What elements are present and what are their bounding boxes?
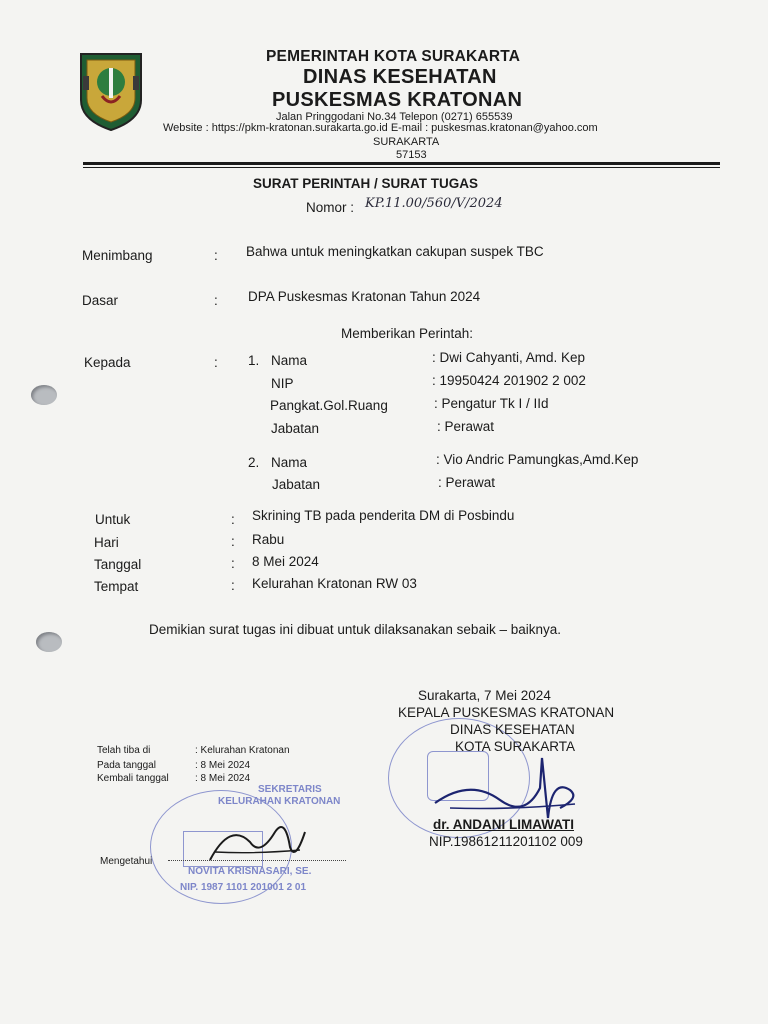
letterhead-rule-thick [83, 162, 720, 165]
kepada-separator: : [214, 355, 218, 370]
person1-nip-label: NIP [271, 376, 294, 391]
nomor-label: Nomor : [306, 200, 355, 215]
person2-nama-value: : Vio Andric Pamungkas,Amd.Kep [436, 452, 639, 467]
arrival-tiba-value: : Kelurahan Kratonan [195, 745, 290, 756]
letterhead-address: Jalan Pringgodani No.34 Telepon (0271) 655539 [276, 111, 513, 123]
kepada-label: Kepada [84, 355, 131, 370]
signature-name: dr. ANDANI LIMAWATI [433, 817, 574, 832]
menimbang-label: Menimbang [82, 248, 153, 263]
signature-nip: NIP.19861211201102 009 [429, 834, 583, 849]
letterhead-institution: PUSKESMAS KRATONAN [272, 89, 523, 111]
person2-jabatan-value: : Perawat [438, 475, 496, 490]
arrival-kembali-value: : 8 Mei 2024 [195, 773, 251, 784]
city-emblem-logo [78, 50, 144, 132]
stamp-left-name: NOVITA KRISNASARI, SE. [188, 866, 312, 877]
menimbang-value: Bahwa untuk meningkatkan cakupan suspek TBC [246, 244, 544, 259]
stamp-left-nip: NIP. 1987 1101 201001 2 01 [180, 882, 307, 893]
hari-value: Rabu [252, 532, 285, 547]
letterhead-website: Website : https://pkm-kratonan.surakarta.go.id E-mail : puskesmas.kratonan@yahoo.com [163, 122, 598, 134]
memberikan-perintah: Memberikan Perintah: [341, 326, 474, 341]
letterhead-department: DINAS KESEHATAN [303, 66, 497, 88]
person1-number: 1. [248, 353, 260, 368]
tanggal-separator: : [231, 556, 235, 571]
person1-jabatan-label: Jabatan [271, 421, 320, 436]
tempat-value: Kelurahan Kratonan RW 03 [252, 576, 417, 591]
letterhead-government: PEMERINTAH KOTA SURAKARTA [266, 48, 521, 65]
untuk-label: Untuk [95, 512, 131, 527]
document-title: SURAT PERINTAH / SURAT TUGAS [253, 176, 478, 191]
person1-pangkat-label: Pangkat.Gol.Ruang [270, 398, 388, 413]
dasar-label: Dasar [82, 293, 119, 308]
dasar-separator: : [214, 293, 218, 308]
letterhead-postal: 57153 [396, 149, 427, 161]
arrival-pada-value: : 8 Mei 2024 [195, 760, 251, 771]
person1-jabatan-value: : Perawat [437, 419, 495, 434]
person1-nama-value: : Dwi Cahyanti, Amd. Kep [432, 350, 586, 365]
tempat-separator: : [231, 578, 235, 593]
tempat-label: Tempat [94, 579, 139, 594]
person1-nama-label: Nama [271, 353, 308, 368]
person1-pangkat-value: : Pengatur Tk I / IId [434, 396, 549, 411]
person2-number: 2. [248, 455, 260, 470]
tanggal-label: Tanggal [94, 557, 142, 572]
stamp-left-name-line [168, 860, 346, 861]
hari-separator: : [231, 534, 235, 549]
punch-hole-bottom [36, 632, 62, 652]
hari-label: Hari [94, 535, 119, 550]
signature-department: DINAS KESEHATAN [450, 722, 575, 737]
signature-position: KEPALA PUSKESMAS KRATONAN [398, 705, 615, 720]
handwritten-signature-left [205, 812, 315, 872]
signature-city: KOTA SURAKARTA [455, 739, 576, 754]
nomor-value: KP.11.00/560/V/2024 [365, 196, 503, 211]
closing-statement: Demikian surat tugas ini dibuat untuk dilaksanakan sebaik – baiknya. [149, 622, 561, 637]
arrival-kembali-label: Kembali tanggal [97, 773, 169, 784]
stamp-left-title: SEKRETARIS [258, 784, 322, 795]
person2-nama-label: Nama [271, 455, 308, 470]
letterhead-city: SURAKARTA [373, 136, 440, 148]
mengetahui-label: Mengetahui [100, 856, 153, 867]
tanggal-value: 8 Mei 2024 [252, 554, 319, 569]
punch-hole-top [31, 385, 57, 405]
handwritten-signature-right [430, 748, 590, 828]
signature-place-date: Surakarta, 7 Mei 2024 [418, 688, 551, 703]
untuk-separator: : [231, 512, 235, 527]
untuk-value: Skrining TB pada penderita DM di Posbindu [252, 508, 515, 523]
arrival-tiba-label: Telah tiba di [97, 745, 151, 756]
dasar-value: DPA Puskesmas Kratonan Tahun 2024 [248, 289, 481, 304]
stamp-left-subtitle: KELURAHAN KRATONAN [218, 796, 341, 807]
arrival-pada-label: Pada tanggal [97, 760, 156, 771]
letterhead-rule-thin [83, 167, 720, 168]
person1-nip-value: : 19950424 201902 2 002 [432, 373, 586, 388]
menimbang-separator: : [214, 248, 218, 263]
person2-jabatan-label: Jabatan [272, 477, 321, 492]
